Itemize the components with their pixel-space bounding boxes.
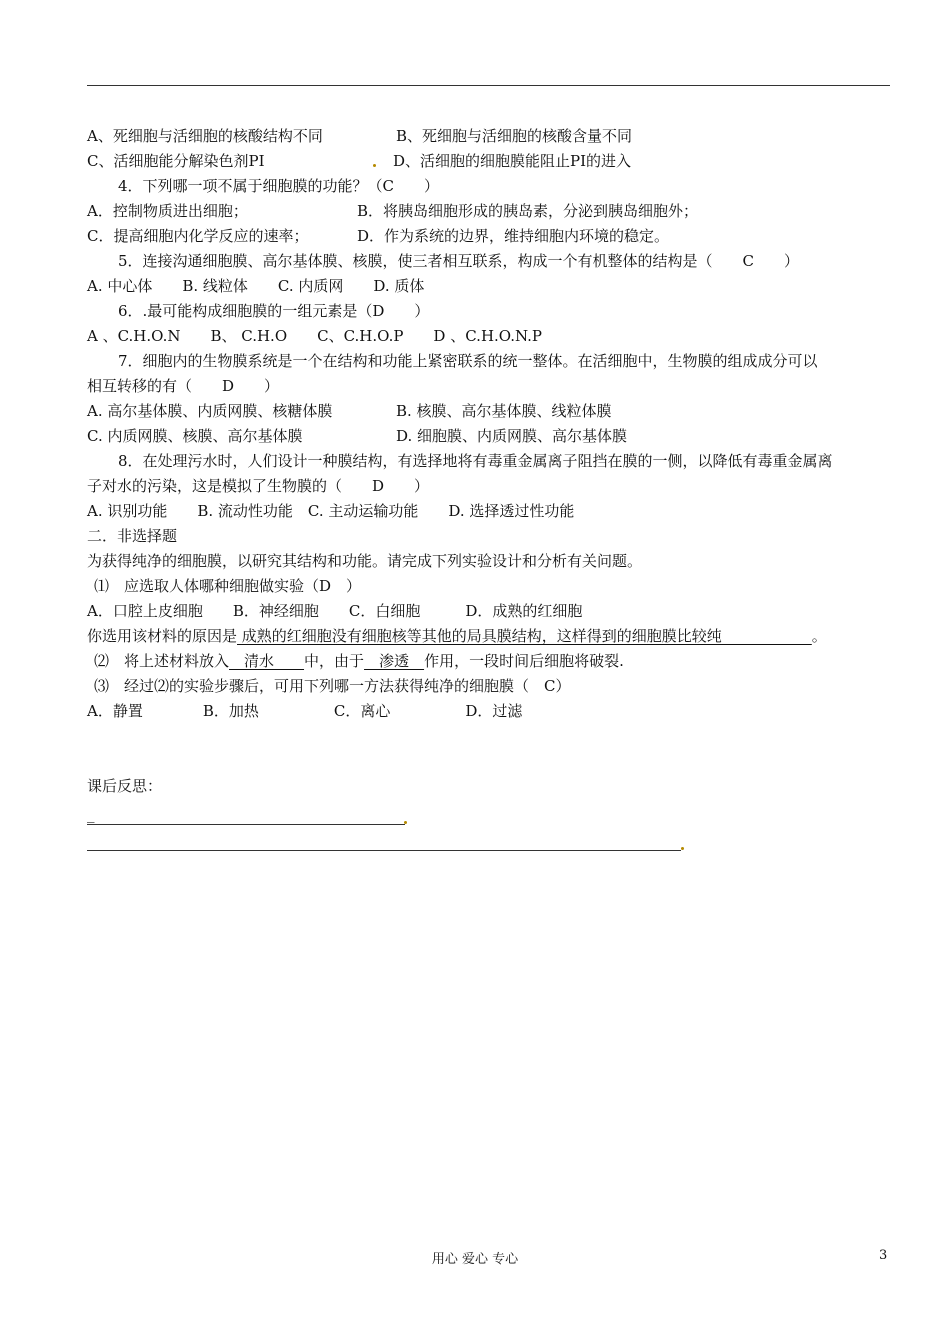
footer-motto: 用心 爱心 专心 [431, 1252, 519, 1267]
q8-stem-line2: 子对水的污染，这是模拟了生物膜的（ D ） [87, 477, 430, 495]
q7-stem-line1: 7．细胞内的生物膜系统是一个在结构和功能上紧密联系的统一整体。在活细胞中，生物膜的组成成分可以 [118, 352, 818, 370]
q4-option-d: D．作为系统的边界，维持细胞内环境的稳定。 [357, 227, 670, 245]
q6-options: A 、C.H.O.N B、 C.H.O C、C.H.O.P D 、C.H.O.N.P [87, 327, 543, 345]
part1-reason-prefix: 你选用该材料的原因是 [87, 627, 238, 645]
q3-option-a: A、死细胞与活细胞的核酸结构不同 [87, 127, 323, 145]
part2-mid: 中，由于 [304, 652, 365, 670]
part2-answer-water: 清水 [229, 652, 305, 670]
mark-dot [404, 821, 407, 824]
part2-answer-osmosis: 渗透 [364, 652, 425, 670]
reflection-blank-line-1 [87, 824, 405, 825]
part1-reason-suffix: 。 [811, 627, 827, 645]
q5-stem: 5．连接沟通细胞膜、高尔基体膜、核膜，使三者相互联系，构成一个有机整体的结构是（ C ） [118, 252, 800, 270]
q4-stem: 4．下列哪一项不属于细胞膜的功能？（C ） [118, 177, 440, 195]
part1-reason-answer: 成熟的红细胞没有细胞核等其他的局具膜结构，这样得到的细胞膜比较纯 [237, 627, 812, 645]
part2-suffix: 作用，一段时间后细胞将破裂. [424, 652, 624, 670]
mark-dot [681, 847, 684, 850]
part1-stem: ⑴ 应选取人体哪种细胞做实验（D ） [94, 577, 362, 595]
reflection-label: 课后反思： [87, 777, 163, 795]
mark-dot [373, 164, 376, 167]
q7-stem-line2: 相互转移的有（ D ） [87, 377, 280, 395]
q7-option-d: D. 细胞膜、内质网膜、高尔基体膜 [396, 427, 628, 445]
part3-options: A．静置 B．加热 C．离心 D．过滤 [87, 702, 523, 720]
part2-prefix: ⑵ 将上述材料放入 [94, 652, 230, 670]
page-number: 3 [879, 1248, 888, 1263]
q4-option-b: B．将胰岛细胞形成的胰岛素，分泌到胰岛细胞外； [357, 202, 699, 220]
q7-option-b: B. 核膜、高尔基体膜、线粒体膜 [396, 402, 612, 420]
q3-option-b: B、死细胞与活细胞的核酸含量不同 [396, 127, 633, 145]
q8-options: A. 识别功能 B. 流动性功能 C. 主动运输功能 D. 选择透过性功能 [87, 502, 575, 520]
q5-options: A. 中心体 B. 线粒体 C. 内质网 D. 质体 [87, 277, 425, 295]
q7-option-c: C. 内质网膜、核膜、高尔基体膜 [87, 427, 303, 445]
header-rule [87, 85, 890, 86]
part2-line [94, 651, 624, 671]
q6-stem: 6．.最可能构成细胞膜的一组元素是（D ） [118, 302, 430, 320]
part3-stem: ⑶ 经过⑵的实验步骤后，可用下列哪一方法获得纯净的细胞膜（ C） [94, 677, 571, 695]
q4-option-c: C．提高细胞内化学反应的速率； [87, 227, 309, 245]
q8-stem-line1: 8．在处理污水时，人们设计一种膜结构，有选择地将有毒重金属离子阻挡在膜的一侧，以降低有毒重金属离 [118, 452, 833, 470]
reflection-blank-line-2 [87, 850, 681, 851]
part1-reason [87, 626, 827, 646]
q7-option-a: A. 高尔基体膜、内质网膜、核糖体膜 [87, 402, 333, 420]
q4-option-a: A．控制物质进出细胞； [87, 202, 248, 220]
section2-heading: 二．非选择题 [87, 527, 178, 545]
part1-options: A．口腔上皮细胞 B．神经细胞 C．白细胞 D．成熟的红细胞 [87, 602, 583, 620]
reflection-dash: _ [87, 805, 95, 823]
q3-option-c: C、活细胞能分解染色剂PI [87, 152, 265, 170]
q3-option-d: D、活细胞的细胞膜能阻止PI的进入 [393, 152, 632, 170]
section2-intro: 为获得纯净的细胞膜，以研究其结构和功能。请完成下列实验设计和分析有关问题。 [87, 552, 643, 570]
